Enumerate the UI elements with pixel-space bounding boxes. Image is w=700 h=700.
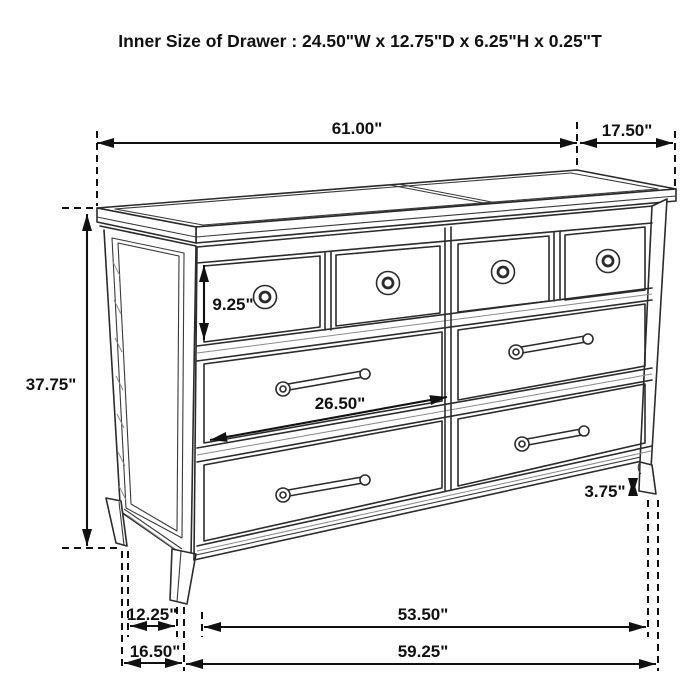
bar-handle [515,426,589,451]
dimension-base-width [186,642,656,664]
bar-handle [276,369,370,396]
bar-handle [509,334,593,359]
large-drawer-bottom-right [458,384,645,486]
back-left-leg [106,498,127,546]
dimension-top-depth [580,121,673,143]
dimension-label-base-width: 59.25" [397,642,449,661]
dimension-label-leg-height: 3.75" [584,482,626,501]
dimension-side-leg-spacing [127,605,178,626]
dimension-top-drawer-height [204,265,254,340]
dimension-overall-width [97,119,577,143]
diagram-title: Inner Size of Drawer : 24.50"W x 12.75"D x 6.25"H x 0.25"T [118,31,602,51]
dimension-label-front-leg-spacing: 53.50" [397,605,449,624]
dimension-label-top-depth: 17.50" [601,121,653,140]
bar-handle [276,475,370,502]
small-drawer-3 [458,236,549,312]
dimension-label-large-drawer-width: 26.50" [314,394,366,413]
dimension-front-leg-spacing [204,605,646,627]
dresser-illustration [97,170,676,604]
dimension-label-overall-height: 37.75" [25,375,77,394]
front-left-leg [170,549,196,604]
front-face-frame [194,199,667,560]
dimension-label-side-base-depth: 16.50" [129,642,181,661]
dimension-label-overall-width: 61.00" [331,119,383,138]
small-drawer-2 [336,246,440,326]
dimension-label-top-drawer-height: 9.25" [212,295,254,314]
small-drawer-4 [565,227,645,300]
dimension-side-base-depth [124,642,182,663]
dimension-label-side-leg-spacing: 12.25" [126,605,178,624]
dimension-overall-height [26,214,87,546]
dimension-leg-height [584,479,633,501]
front-right-leg [638,462,656,494]
